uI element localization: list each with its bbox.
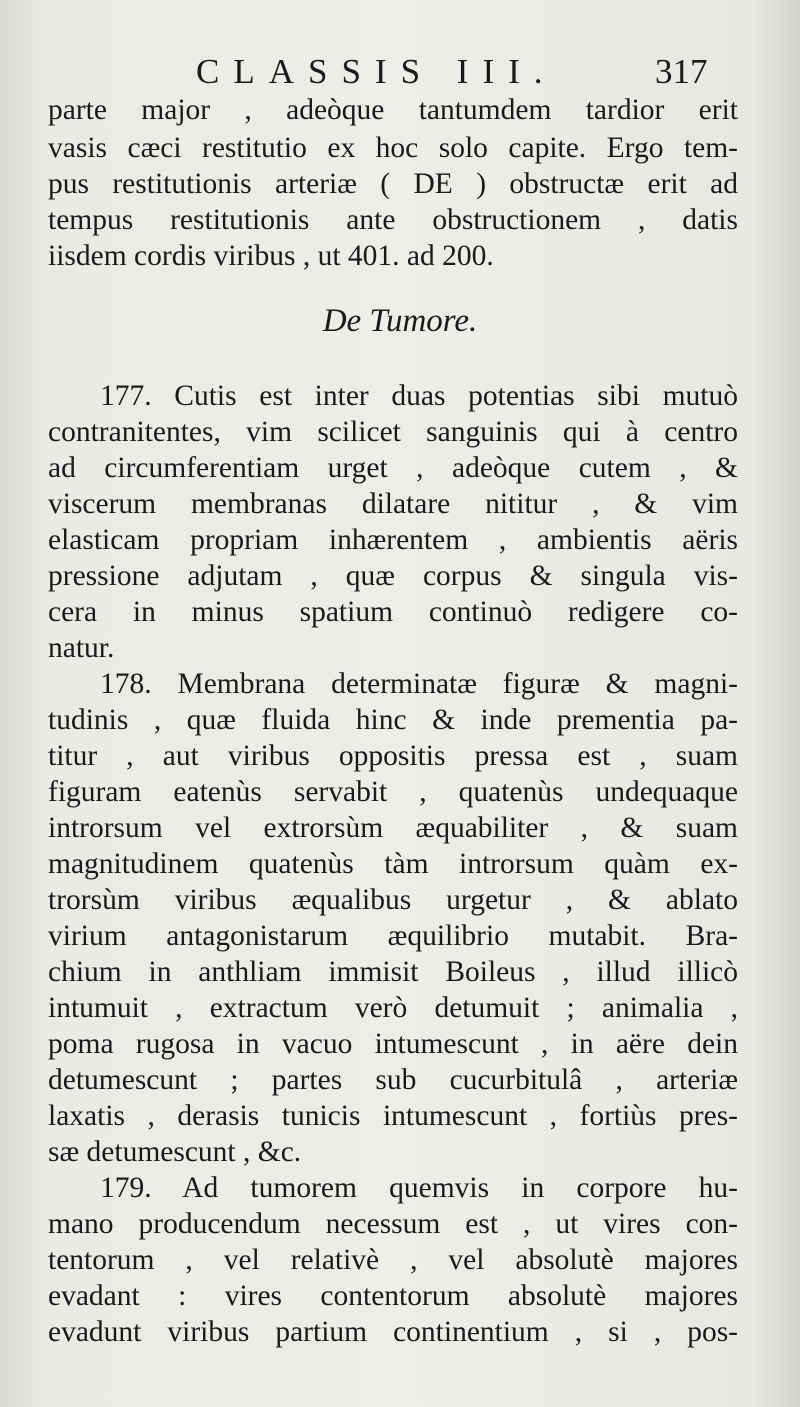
text-line: pressione adjutam , quæ corpus & singula vis- <box>48 560 738 592</box>
running-head-title: CLASSIS III. <box>196 52 557 91</box>
text-line: evadunt viribus partium continentium , si , pos- <box>48 1316 738 1348</box>
text-line: trorsùm viribus æqualibus urgetur , & ablato <box>48 884 738 916</box>
text-line: poma rugosa in vacuo intumescunt , in aëre dein <box>48 1028 738 1060</box>
text-line: parte major , adeòque tantumdem tardior erit <box>48 94 738 126</box>
text-line: natur. <box>48 632 115 664</box>
page-number: 317 <box>655 52 708 91</box>
text-line: tempus restitutionis ante obstructionem , datis <box>48 204 738 236</box>
section-heading: De Tumore. <box>322 303 478 339</box>
text-line: chium in anthliam immisit Boileus , illud illicò <box>48 956 738 988</box>
text-line: tudinis , quæ fluida hinc & inde prementia pa- <box>48 704 738 736</box>
text-line: introrsum vel extrorsùm æquabiliter , & suam <box>48 812 738 844</box>
paragraph-179-line: 179. Ad tumorem quemvis in corpore hu- <box>100 1172 738 1204</box>
text-line: detumescunt ; partes sub cucurbitulâ , arteriæ <box>48 1064 738 1096</box>
text-line: laxatis , derasis tunicis intumescunt , fortiùs pres- <box>48 1100 738 1132</box>
text-line: intumuit , extractum verò detumuit ; animalia , <box>48 992 738 1024</box>
text-line: elasticam propriam inhærentem , ambientis aëris <box>48 524 738 556</box>
text-line: magnitudinem quatenùs tàm introrsum quàm ex- <box>48 848 738 880</box>
text-line: viscerum membranas dilatare nititur , & vim <box>48 488 738 520</box>
paragraph-178-line: 178. Membrana determinatæ figuræ & magni- <box>100 668 738 700</box>
paragraph-177-line: 177. Cutis est inter duas potentias sibi mutuò <box>100 380 738 412</box>
text-line: ad circumferentiam urget , adeòque cutem , & <box>48 452 738 484</box>
text-line: vasis cæci restitutio ex hoc solo capite. Ergo tem- <box>48 132 738 164</box>
text-line: contranitentes, vim scilicet sanguinis qui à centro <box>48 416 738 448</box>
text-line: evadant : vires contentorum absolutè majores <box>48 1280 738 1312</box>
text-line: mano producendum necessum est , ut vires con- <box>48 1208 738 1240</box>
text-line: titur , aut viribus oppositis pressa est , suam <box>48 740 738 772</box>
text-line: pus restitutionis arteriæ ( DE ) obstructæ erit ad <box>48 168 738 200</box>
text-line: iisdem cordis viribus , ut 401. ad 200. <box>48 240 494 272</box>
text-line: virium antagonistarum æquilibrio mutabit. Bra- <box>48 920 738 952</box>
text-line: tentorum , vel relativè , vel absolutè majores <box>48 1244 738 1276</box>
text-line: sæ detumescunt , &c. <box>48 1136 302 1168</box>
text-line: cera in minus spatium continuò redigere co- <box>48 596 738 628</box>
text-line: figuram eatenùs servabit , quatenùs undequaque <box>48 776 738 808</box>
